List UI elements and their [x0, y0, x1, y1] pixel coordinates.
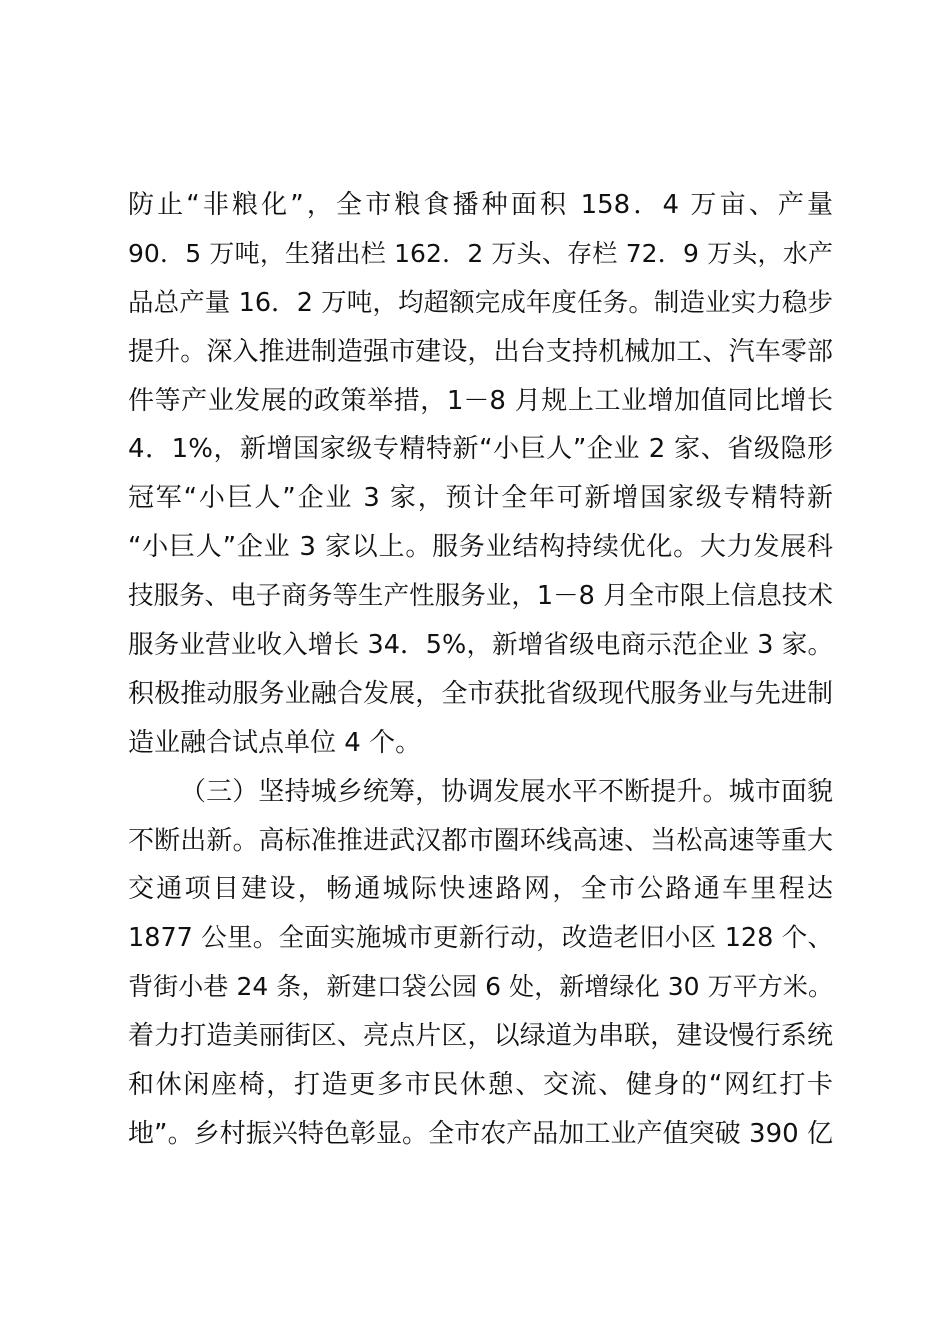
text-line: 和休闲座椅，打造更多市民休憩、交流、健身的“网红打卡: [128, 1070, 833, 1101]
text-line: 技服务、电子商务等生产性服务业，1－8 月全市限上信息技术: [128, 581, 833, 612]
text-line: 着力打造美丽街区、亮点片区，以绿道为串联，建设慢行系统: [128, 1021, 833, 1052]
text-line: 品总产量 16．2 万吨，均超额完成年度任务。制造业实力稳步: [128, 287, 833, 318]
text-line: 提升。深入推进制造强市建设，出台支持机械加工、汽车零部: [128, 336, 833, 367]
text-line: 防止“非粮化”，全市粮食播种面积 158．4 万亩、产量: [128, 190, 833, 220]
paragraph-urban-rural-coordination: [128, 768, 833, 1159]
text-line: 积极推动服务业融合发展，全市获批省级现代服务业与先进制: [128, 678, 833, 709]
text-line: 不断出新。高标准推进武汉都市圈环线高速、当松高速等重大: [128, 825, 833, 856]
text-line: 造业融合试点单位 4 个。: [128, 727, 422, 758]
text-line: 件等产业发展的政策举措，1－8 月规上工业增加值同比增长: [128, 385, 833, 416]
text-line: 地”。乡村振兴特色彰显。全市农产品加工业产值突破 390 亿: [128, 1118, 833, 1149]
text-line: 4．1%，新增国家级专精特新“小巨人”企业 2 家、省级隐形: [128, 434, 833, 465]
text-line: 背街小巷 24 条，新建口袋公园 6 处，新增绿化 30 万平方米。: [128, 972, 833, 1002]
paragraph-agriculture-industry-services: [128, 181, 833, 768]
text-line: 交通项目建设，畅通城际快速路网，全市公路通车里程达: [128, 874, 833, 905]
text-line: 1877 公里。全面实施城市更新行动，改造老旧小区 128 个、: [128, 923, 833, 954]
document-page: [128, 181, 833, 1159]
text-line: 服务业营业收入增长 34．5%，新增省级电商示范企业 3 家。: [128, 630, 833, 661]
text-line: 冠军“小巨人”企业 3 家，预计全年可新增国家级专精特新: [128, 483, 833, 514]
section-heading-line: （三）坚持城乡统筹，协调发展水平不断提升。城市面貌: [180, 776, 833, 807]
text-line: 90．5 万吨，生猪出栏 162．2 万头、存栏 72．9 万头，水产: [128, 238, 833, 268]
text-line: “小巨人”企业 3 家以上。服务业结构持续优化。大力发展科: [128, 532, 833, 563]
